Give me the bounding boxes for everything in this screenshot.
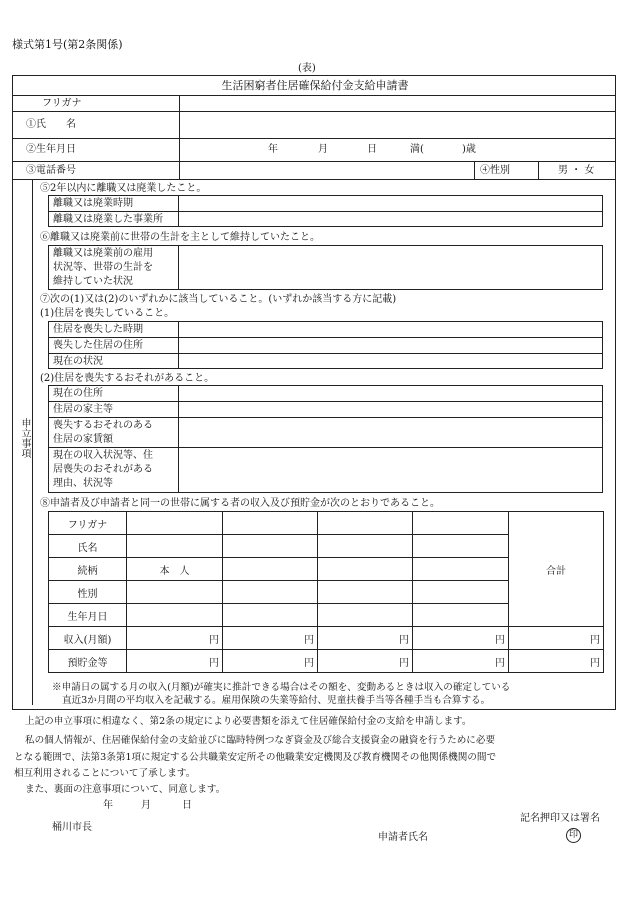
note-line-2: 直近3か月間の平均収入を記載する。雇用保険の失業等給付、児童扶養手当等各種手当も合算する。 xyxy=(62,695,491,706)
yen-cell-total[interactable]: 円 xyxy=(509,627,604,650)
section7-sub1: (1)住居を喪失していること。 xyxy=(40,308,175,319)
yen-cell[interactable]: 円 xyxy=(318,650,413,673)
section7-sub2: (2)住居を喪失するおそれがあること。 xyxy=(40,373,215,384)
section5-row-2: 離職又は廃業した事業所 xyxy=(53,214,163,225)
sub2-row-1: 現在の住所 xyxy=(53,388,103,399)
section8-heading: ⑧申請者及び申請者と同一の世帯に属する者の収入及び預貯金が次のとおりであること。 xyxy=(40,498,440,509)
declaration-1: 上記の申立事項に相違なく、第2条の規定により必要書類を添えて住居確保給付金の支給を申請します。 xyxy=(25,716,472,727)
date-month: 月 xyxy=(141,800,151,811)
phone-label: ③電話番号 xyxy=(26,165,76,176)
section6-heading: ⑥離職又は廃業前に世帯の生計を主として維持していたこと。 xyxy=(40,232,320,243)
seal-mark: 印 xyxy=(566,828,581,843)
mayor-label: 桶川市長 xyxy=(52,822,92,833)
income-table xyxy=(48,511,604,673)
row-label-birthdate: 生年月日 xyxy=(49,604,127,627)
yen-cell[interactable]: 円 xyxy=(318,627,413,650)
row-label-furigana: フリガナ xyxy=(49,512,127,535)
section7-heading: ⑦次の(1)又は(2)のいずれかに該当していること。(いずれか該当する方に記載) xyxy=(40,294,397,305)
sub2-reason-1: 現在の収入状況等、住 xyxy=(53,450,153,461)
name-label: ①氏 名 xyxy=(26,119,76,130)
gender-label: ④性別 xyxy=(480,165,510,176)
row-label-name: 氏名 xyxy=(49,535,127,558)
declaration-5: また、裏面の注意事項について、同意します。 xyxy=(25,784,226,795)
yen-cell[interactable]: 円 xyxy=(223,627,318,650)
birth-month: 月 xyxy=(318,144,328,155)
section6-line-1: 離職又は廃業前の雇用 xyxy=(53,248,153,259)
side-label: 申立事項 xyxy=(19,418,30,458)
sub2-reason-2: 居喪失のおそれがある xyxy=(53,464,153,475)
yen-cell[interactable]: 円 xyxy=(413,627,509,650)
applicant-name-field[interactable] xyxy=(440,826,560,844)
total-label: 合計 xyxy=(509,512,604,627)
form-number: 様式第1号(第2条関係) xyxy=(12,38,123,51)
row-label-savings: 預貯金等 xyxy=(49,650,127,673)
yen-cell-total[interactable]: 円 xyxy=(509,650,604,673)
applicant-name-label: 申請者氏名 xyxy=(378,832,428,843)
form-side: (表) xyxy=(298,63,316,74)
age-open: 満( xyxy=(410,144,424,155)
yen-cell[interactable]: 円 xyxy=(127,627,223,650)
seal-note: 記名押印又は署名 xyxy=(520,813,600,824)
date-day: 日 xyxy=(182,800,192,811)
sub2-rent-1: 喪失するおそれのある xyxy=(53,420,153,431)
sub2-row-2: 住居の家主等 xyxy=(53,404,113,415)
section6-line-3: 維持していた状況 xyxy=(53,276,133,287)
age-close: )歳 xyxy=(462,144,476,155)
birth-day: 日 xyxy=(367,144,377,155)
self-relation: 本 人 xyxy=(127,558,223,581)
note-line-1: ※申請日の属する月の収入(月額)が確実に推計できる場合はその額を、変動あるときは収入の確定している xyxy=(52,682,511,693)
yen-cell[interactable]: 円 xyxy=(413,650,509,673)
section5-heading: ⑤2年以内に離職又は廃業したこと。 xyxy=(40,183,207,194)
date-year: 年 xyxy=(103,800,113,811)
phone-field[interactable] xyxy=(180,162,470,179)
section6-line-2: 状況等、世帯の生計を xyxy=(53,262,153,273)
birthdate-label: ②生年月日 xyxy=(26,144,76,155)
declaration-4: 相互利用されることについて了承します。 xyxy=(14,768,196,779)
gender-options[interactable]: 男 ・ 女 xyxy=(558,165,595,176)
declaration-2: 私の個人情報が、住居確保給付金の支給並びに臨時特例つなぎ資金及び総合支援資金の融資を行うために必要 xyxy=(25,735,496,746)
sub2-reason-3: 理由、状況等 xyxy=(53,478,113,489)
sub1-row-2: 喪失した住居の住所 xyxy=(53,340,143,351)
row-label-gender: 性別 xyxy=(49,581,127,604)
yen-cell[interactable]: 円 xyxy=(223,650,318,673)
yen-cell[interactable]: 円 xyxy=(127,650,223,673)
row-label-relation: 続柄 xyxy=(49,558,127,581)
row-label-income: 収入(月額) xyxy=(49,627,127,650)
furigana-label: フリガナ xyxy=(42,98,82,109)
section5-row-1: 離職又は廃業時期 xyxy=(53,198,133,209)
form-title: 生活困窮者住居確保給付金支給申請書 xyxy=(221,79,409,92)
sub2-rent-2: 住居の家賃額 xyxy=(53,434,113,445)
sub1-row-1: 住居を喪失した時期 xyxy=(53,324,143,335)
birth-year: 年 xyxy=(268,144,278,155)
sub1-row-3: 現在の状況 xyxy=(53,356,103,367)
declaration-3: となる範囲で、法第3条第1項に規定する公共職業安定所その他職業安定機関及び教育機関その他関係機関の間で xyxy=(14,752,497,763)
name-field[interactable] xyxy=(180,112,614,137)
